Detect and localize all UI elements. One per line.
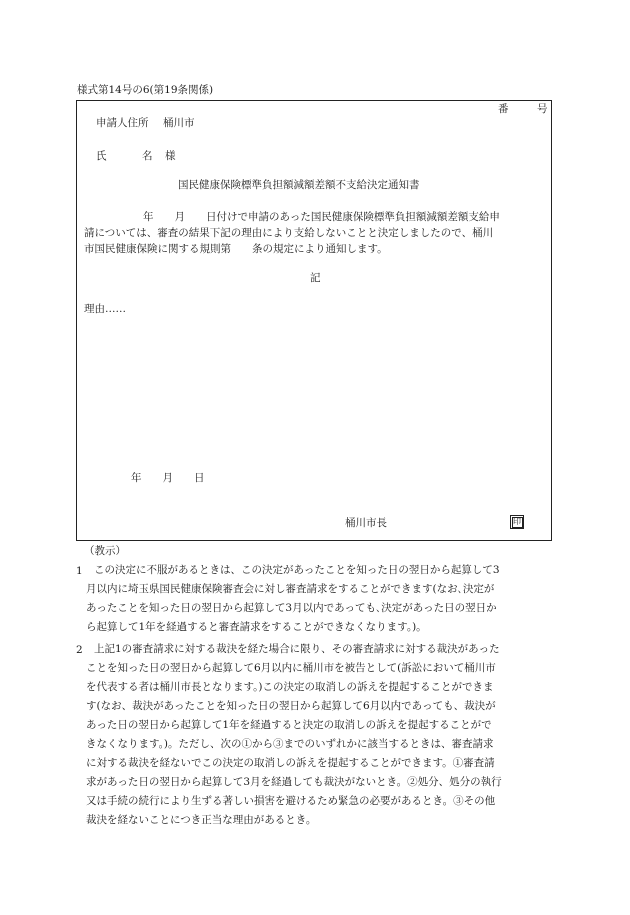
instruction-1-number: 1 — [76, 565, 83, 577]
instruction-2-line-3: を代表する者は桶川市長となります。)この決定の取消しの訴えを提起することができま — [86, 681, 494, 693]
issue-date-line: 年 月 日 — [131, 472, 205, 484]
instruction-1-line-3: あったことを知った日の翌日から起算して3月以内であっても､決定があった日の翌日か — [86, 602, 497, 614]
instructions-heading: （教示） — [84, 545, 126, 557]
instruction-2-line-5: あった日の翌日から起算して1年を経過すると決定の取消しの訴えを提起することがで — [86, 719, 492, 731]
body-line-3: 市国民健康保険に関する規則第 条の規定により通知します。 — [84, 243, 388, 255]
seal-icon — [510, 515, 524, 529]
reason-label: 理由…… — [84, 303, 126, 315]
instruction-2-line-2: ことを知った日の翌日から起算して6月以内に桶川市を被告として(訴訟において桶川市 — [86, 662, 496, 674]
body-line-1: 年 月 日付けで申請のあった国民健康保険標準負担額減額差額支給申 — [143, 211, 500, 223]
instruction-2-line-6: きなくなります。)。ただし、次の①から③までのいずれかに該当するときは、審査請求 — [86, 738, 494, 750]
applicant-address-label: 申請人住所 — [96, 117, 149, 129]
instruction-1-line-2: 月以内に埼玉県国民健康保険審査会に対し審査請求をすることができます(なお､決定が — [86, 583, 495, 595]
applicant-name-label-mei: 名 — [142, 150, 153, 162]
applicant-address-value: 桶川市 — [163, 117, 195, 129]
form-number: 様式第14号の6(第19条関係) — [77, 84, 214, 96]
applicant-name-label-shi: 氏 — [96, 150, 107, 162]
applicant-honorific: 様 — [165, 150, 176, 162]
instruction-2-number: 2 — [76, 644, 83, 656]
document-title: 国民健康保険標準負担額減額差額不支給決定通知書 — [178, 179, 420, 191]
instruction-2-line-1: 上記1の審査請求に対する裁決を経た場合に限り、その審査請求に対する裁決があった — [94, 643, 500, 655]
instruction-1-line-1: この決定に不服があるときは、この決定があったことを知った日の翌日から起算して3 — [94, 564, 500, 576]
issuer-name: 桶川市長 — [345, 517, 387, 529]
instruction-2-line-4: す(なお、裁決があったことを知った日の翌日から起算して6月以内であっても、裁決が — [86, 700, 496, 712]
instruction-2-line-9: 又は手続の続行により生ずる著しい損害を避けるため緊急の必要があるとき。③その他 — [86, 795, 496, 807]
instruction-2-line-7: に対する裁決を経ないでこの決定の取消しの訴えを提起することができます。①審査請 — [86, 757, 495, 769]
number-label-ban: 番 — [498, 103, 509, 115]
ki-marker: 記 — [310, 272, 321, 284]
instruction-2-line-10: 裁決を経ないことにつき正当な理由があるとき。 — [86, 814, 317, 826]
seal-char: 印 — [513, 517, 521, 526]
body-line-2: 請については、審査の結果下記の理由により支給しないことと決定しましたので、桶川 — [84, 227, 494, 239]
instruction-1-line-4: ら起算して1年を経過すると審査請求をすることができなくなります。)。 — [86, 621, 427, 633]
number-label-go: 号 — [537, 103, 548, 115]
instruction-2-line-8: 求があった日の翌日から起算して3月を経過しても裁決がないとき。②処分、処分の執行 — [86, 776, 502, 788]
